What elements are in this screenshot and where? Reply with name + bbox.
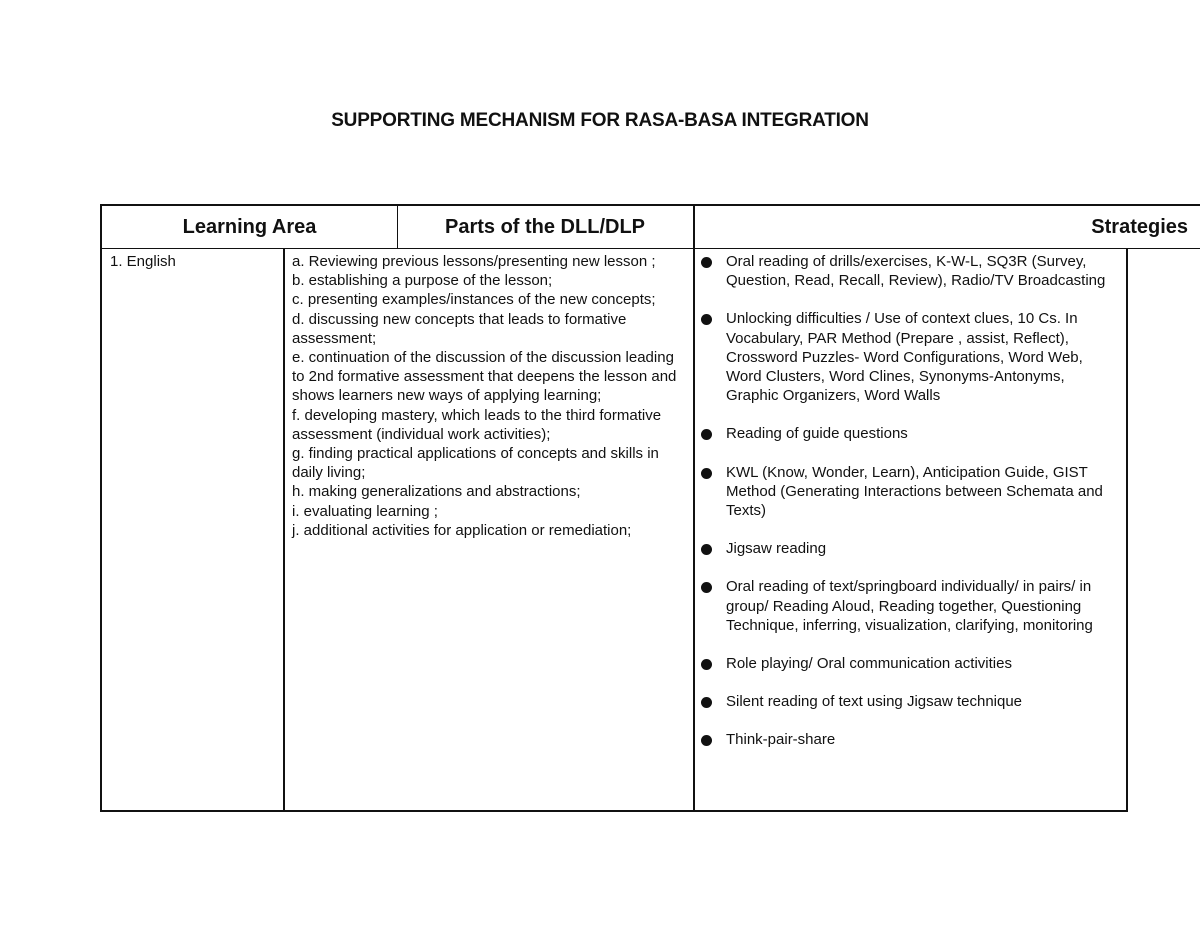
strategy-text: KWL (Know, Wonder, Learn), Anticipation Guide, GIST Method (Generating Interactions between Schemata and Texts)	[726, 463, 1103, 520]
strategy-text: Oral reading of text/springboard individually/ in pairs/ in group/ Reading Aloud, Reading together, Questioning Technique, inferring, visualization, clarifying, monitoring	[726, 578, 1093, 634]
strategy-item	[700, 577, 1120, 635]
strategy-text: Reading of guide questions	[726, 425, 908, 443]
strategy-item	[700, 424, 1120, 443]
strategy-item	[700, 252, 1120, 290]
header-learning-area: Learning Area	[100, 204, 398, 249]
strategy-item	[700, 730, 1120, 749]
part-item: a. Reviewing previous lessons/presenting new lesson ;	[292, 253, 656, 270]
strategy-item	[700, 463, 1120, 521]
bullet-icon	[701, 544, 712, 555]
column-divider	[283, 248, 285, 812]
learning-area-cell: 1. English	[110, 253, 176, 270]
strategy-text: Silent reading of text using Jigsaw technique	[726, 693, 1023, 711]
bullet-icon	[701, 257, 712, 268]
strategy-text: Unlocking difficulties / Use of context clues, 10 Cs. In Vocabulary, PAR Method (Prepare , assist, Reflect), Crossword Puzzles- Word Configurations, Word Web, Word Clusters, Word Clines, Synonyms-Antonyms, Graphic Organizers, Word Walls	[726, 310, 1083, 405]
part-item: e. continuation of the discussion of the discussion leading to 2nd formative assessment that deepens the lesson and shows learners new ways of applying learning;	[292, 349, 677, 405]
page-title: SUPPORTING MECHANISM FOR RASA-BASA INTEGRATION	[331, 110, 869, 131]
strategy-item	[700, 654, 1120, 673]
strategy-item	[700, 539, 1120, 558]
part-item: c. presenting examples/instances of the new concepts;	[292, 291, 656, 309]
strategy-text: Role playing/ Oral communication activities	[726, 655, 1012, 673]
part-item: h. making generalizations and abstractions;	[292, 483, 581, 501]
strategy-item	[700, 692, 1120, 711]
strategies-cell	[700, 252, 1120, 769]
bullet-icon	[701, 582, 712, 593]
strategy-text: Think-pair-share	[726, 731, 836, 749]
bullet-icon	[701, 735, 712, 746]
part-item: g. finding practical applications of concepts and skills in daily living;	[292, 445, 659, 482]
bullet-icon	[701, 314, 712, 325]
header-strategies: Strategies	[694, 204, 1200, 249]
column-divider	[693, 248, 695, 812]
part-item: i. evaluating learning ;	[292, 502, 438, 520]
bullet-icon	[701, 429, 712, 440]
header-parts-dll-dlp: Parts of the DLL/DLP	[397, 204, 695, 249]
part-item: b. establishing a purpose of the lesson;	[292, 272, 553, 290]
bullet-icon	[701, 468, 712, 479]
strategy-text: Oral reading of drills/exercises, K-W-L, SQ3R (Survey, Question, Read, Recall, Review), Radio/TV Broadcasting	[726, 253, 1106, 290]
bullet-icon	[701, 659, 712, 670]
strategy-item	[700, 309, 1120, 405]
strategy-text: Jigsaw reading	[726, 540, 827, 558]
part-item: j. additional activities for application or remediation;	[292, 521, 632, 539]
parts-cell	[292, 252, 690, 540]
part-item: d. discussing new concepts that leads to formative assessment;	[292, 310, 627, 347]
part-item: f. developing mastery, which leads to the third formative assessment (individual work activities);	[292, 406, 662, 443]
bullet-icon	[701, 697, 712, 708]
